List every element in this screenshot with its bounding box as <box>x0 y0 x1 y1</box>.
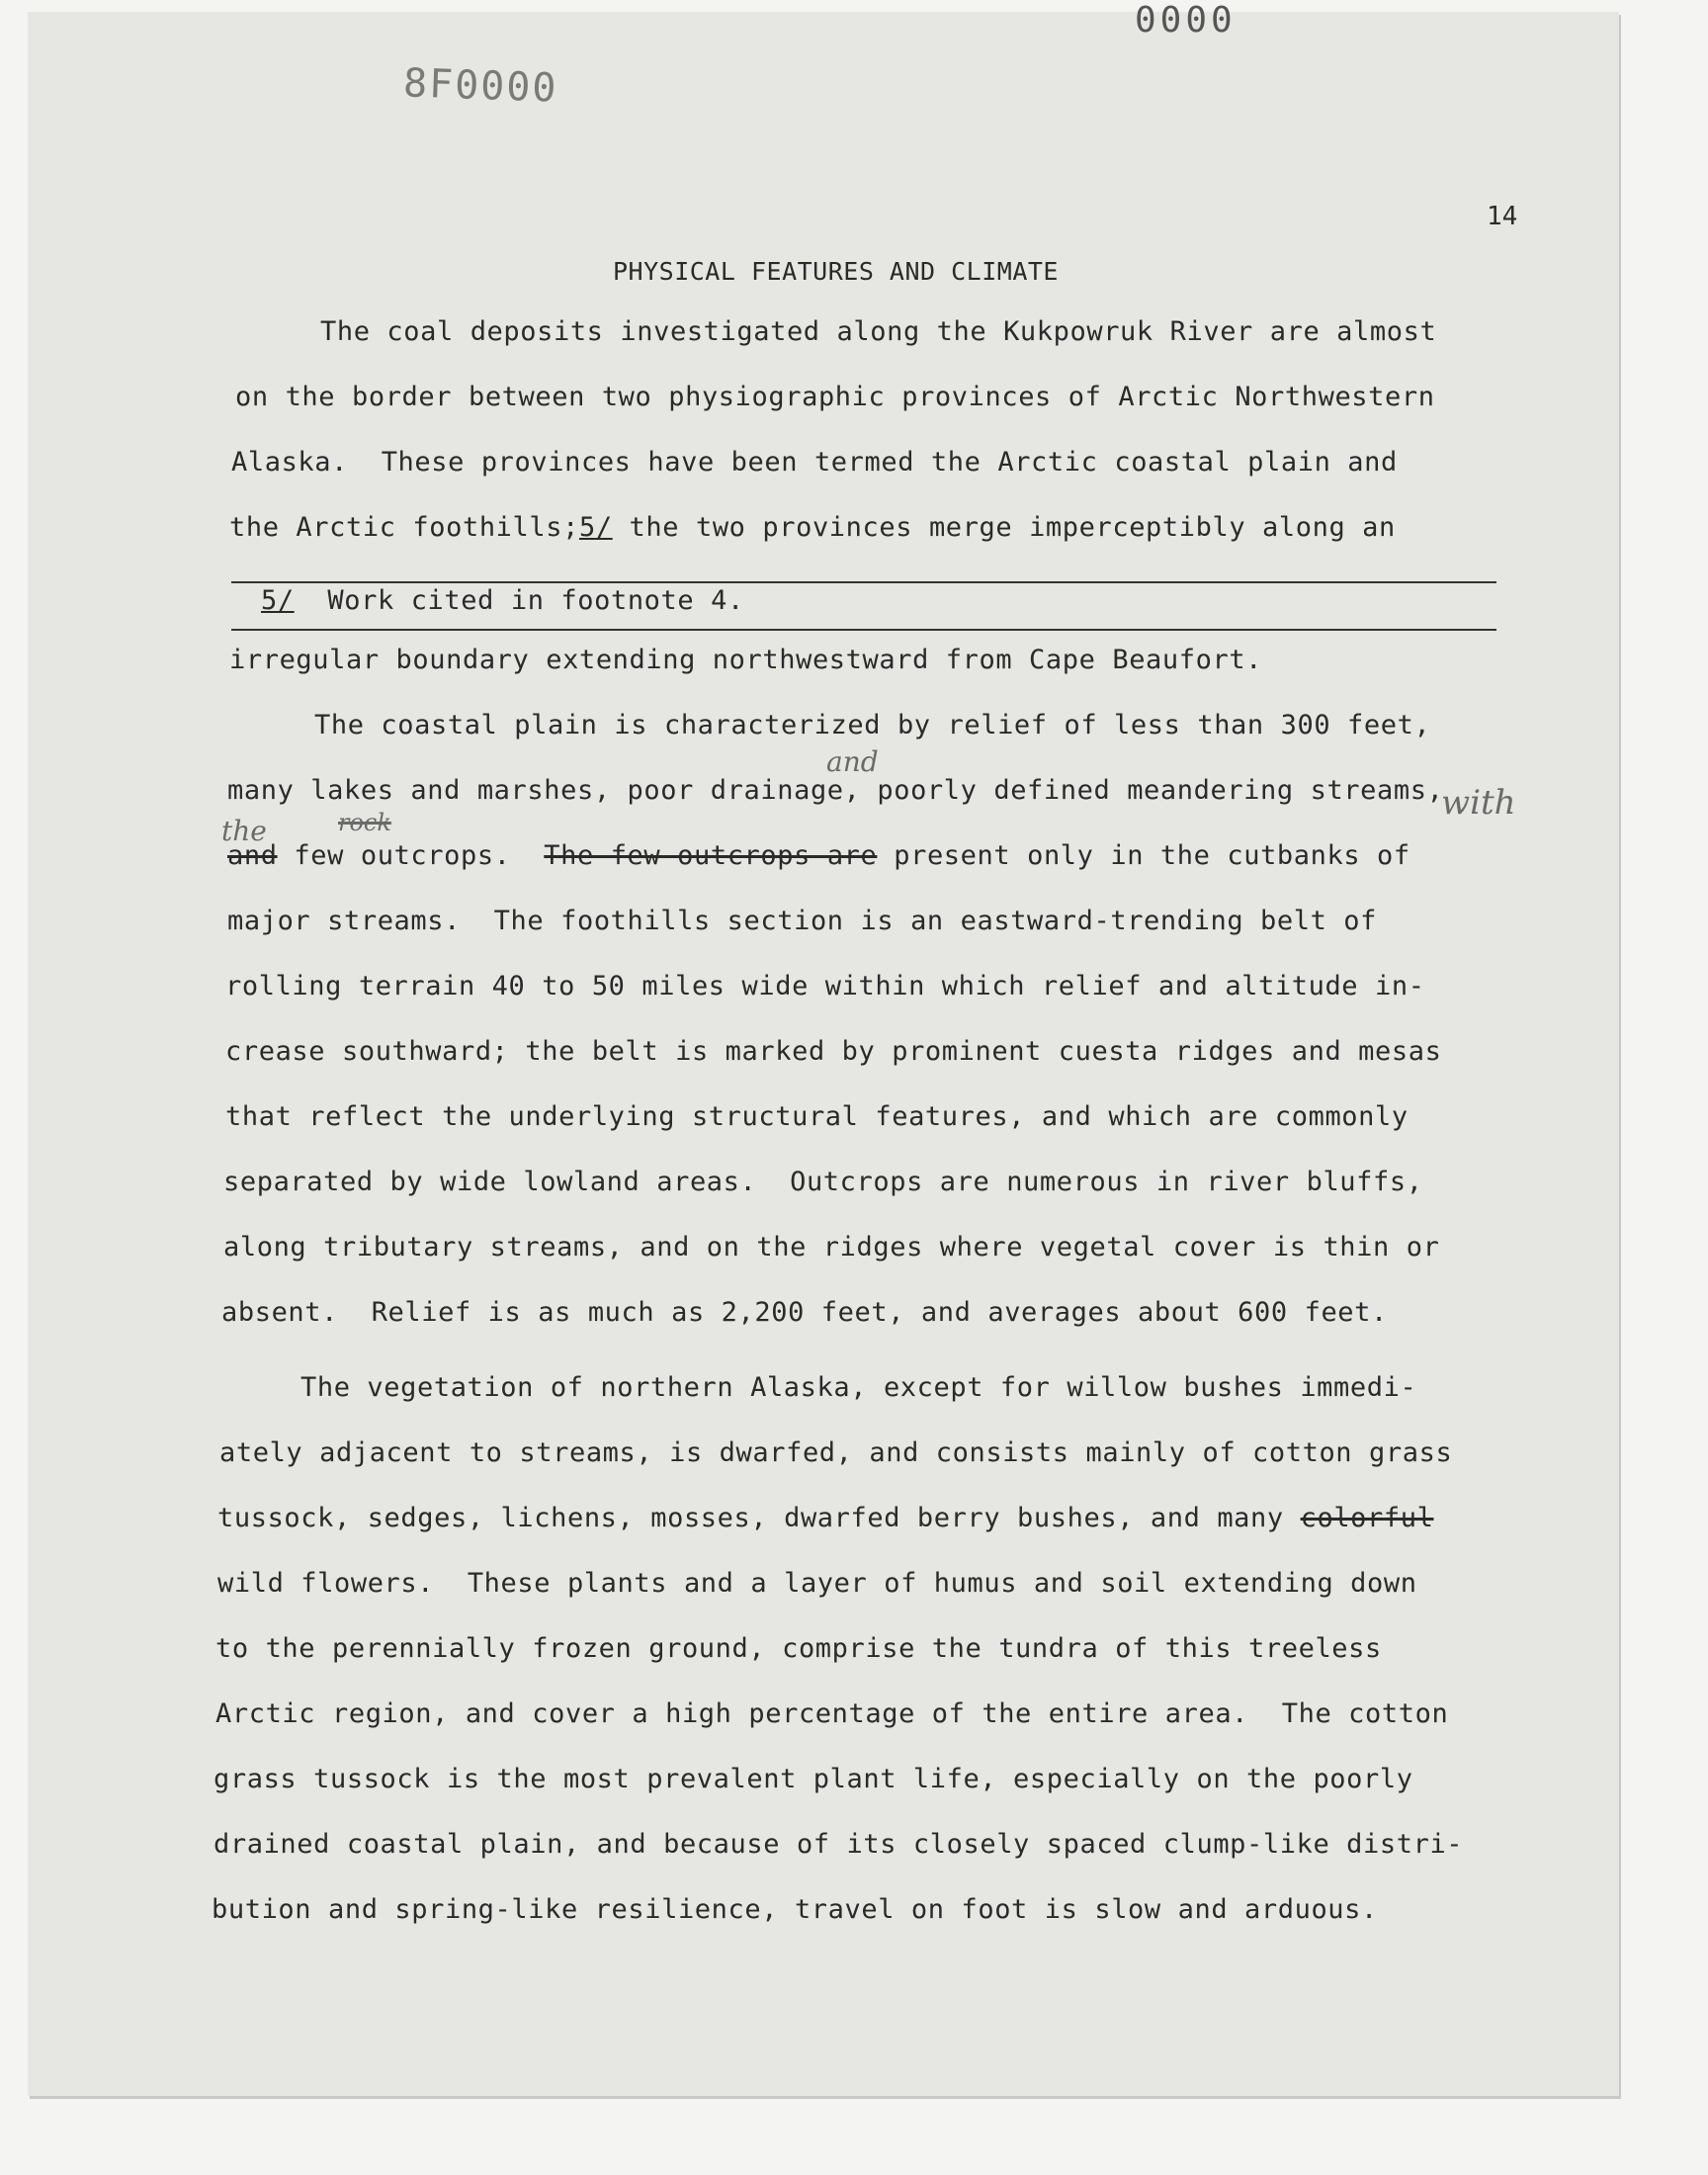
footnote-rule-bottom <box>231 629 1496 631</box>
text-fragment: few outcrops. <box>277 840 511 871</box>
text-line: irregular boundary extending northwestward from Cape Beaufort. <box>229 645 1263 675</box>
text-line: bution and spring-like resilience, travel on foot is slow and arduous. <box>212 1894 1378 1925</box>
text-fragment: the Arctic foothills; <box>229 512 579 543</box>
text-line: wild flowers. These plants and a layer of humus and soil extending down <box>217 1568 1417 1599</box>
text-fragment: the two provinces merge imperceptibly along an <box>612 512 1396 543</box>
text-line: The vegetation of northern Alaska, except for willow bushes immedi- <box>300 1372 1417 1403</box>
text-line: to the perennially frozen ground, comprise the tundra of this treeless <box>215 1633 1382 1664</box>
text-line: on the border between two physiographic provinces of Arctic Northwestern <box>235 382 1435 412</box>
handwritten-insertion: the <box>221 815 267 847</box>
text-line: The coastal plain is characterized by relief of less than 300 feet, <box>314 710 1431 740</box>
footnote <box>261 585 744 616</box>
section-heading: PHYSICAL FEATURES AND CLIMATE <box>613 257 1059 286</box>
text-line: Alaska. These provinces have been termed the Arctic coastal plain and <box>231 447 1398 478</box>
text-line: major streams. The foothills section is an eastward-trending belt of <box>227 906 1378 936</box>
document-page <box>28 0 1619 2096</box>
footnote-rule-top <box>231 581 1496 583</box>
text-line: separated by wide lowland areas. Outcrops are numerous in river bluffs, <box>223 1167 1423 1197</box>
page-number: 14 <box>1487 202 1518 231</box>
text-line <box>227 840 1410 871</box>
top-mark: 0000 <box>1135 0 1237 41</box>
text-line: ately adjacent to streams, is dwarfed, and consists mainly of cotton grass <box>219 1437 1453 1468</box>
text-fragment: tussock, sedges, lichens, mosses, dwarfed berry bushes, and many <box>217 1503 1301 1533</box>
text-line: many lakes and marshes, poor drainage, poorly defined meandering streams, <box>227 775 1444 806</box>
handwritten-deletion: rock <box>338 809 391 836</box>
text-line: grass tussock is the most prevalent plant life, especially on the poorly <box>214 1764 1413 1794</box>
text-line: along tributary streams, and on the ridges where vegetal cover is thin or <box>223 1232 1440 1262</box>
text-line: The coal deposits investigated along the Kukpowruk River are almost <box>320 316 1437 347</box>
footnote-marker: 5/ <box>261 585 295 616</box>
deleted-text: and <box>227 840 278 871</box>
text-line: crease southward; the belt is marked by prominent cuesta ridges and mesas <box>225 1036 1442 1067</box>
text-line <box>217 1503 1433 1533</box>
text-fragment: present only in the cutbanks of <box>877 840 1410 871</box>
deleted-text: The few outcrops are <box>544 840 878 871</box>
handwritten-insertion: and <box>826 745 879 778</box>
text-line <box>229 512 1396 543</box>
text-line: that reflect the underlying structural features, and which are commonly <box>225 1101 1409 1132</box>
document-stamp: 8F0000 <box>402 60 559 112</box>
text-line: drained coastal plain, and because of its closely spaced clump-like distri- <box>214 1829 1464 1860</box>
text-line: absent. Relief is as much as 2,200 feet, and averages about 600 feet. <box>221 1297 1388 1328</box>
footnote-reference: 5/ <box>578 512 613 543</box>
text-line: rolling terrain 40 to 50 miles wide within which relief and altitude in- <box>225 971 1425 1001</box>
footnote-text: Work cited in footnote 4. <box>294 585 744 616</box>
text-line: Arctic region, and cover a high percentage of the entire area. The cotton <box>215 1698 1449 1729</box>
handwritten-insertion: with <box>1441 783 1516 823</box>
deleted-text: colorful <box>1300 1503 1434 1533</box>
